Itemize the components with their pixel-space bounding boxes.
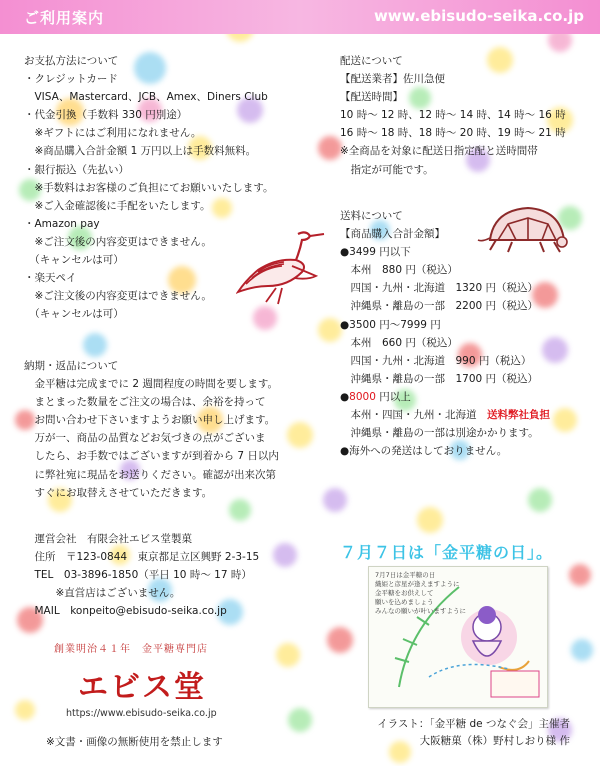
payment-line-7: ※手数料はお客様のご負担にてお願いいたします。 <box>24 181 274 194</box>
tier2-row-honshu: 本州 660 円（税込） <box>340 336 458 349</box>
returns-line-2: まとまった数量をご注文の場合は、余裕を持って <box>24 396 266 409</box>
delivery-line-2: 【配送時間】 <box>340 91 403 104</box>
delivery-line-4: 16 時～ 18 時、18 時～ 20 時、19 時～ 21 時 <box>340 127 566 140</box>
tier2-row-okinawa: 沖縄県・離島の一部 1700 円（税込） <box>340 372 539 385</box>
tier1-title: ●3499 円以下 <box>340 246 411 259</box>
payment-line-6: ・銀行振込（先払い） <box>24 163 129 176</box>
returns-line-1: 金平糖は完成までに 2 週間程度の時間を要します。 <box>24 378 279 391</box>
card-line-4: みんなの願いが叶いますように <box>375 607 466 615</box>
brand-block <box>40 640 250 725</box>
shipping-subheading: 【商品購入合計金額】 <box>340 228 445 241</box>
header-title: ご利用案内 <box>24 9 105 27</box>
payment-line-2: VISA、Mastercard、JCB、Amex、Diners Club <box>24 91 268 104</box>
card-line-2: 金平糖をお供えして <box>375 589 434 597</box>
delivery-section <box>340 52 566 179</box>
returns-line-4: 万が一、商品の品質などお気づきの点がございま <box>24 432 266 445</box>
company-line-4: MAIL konpeito@ebisudo-seika.co.jp <box>24 605 227 618</box>
returns-line-6: に弊社宛に現品をお送りください。確認が出来次第 <box>24 468 276 481</box>
tier2-row-shikoku: 四国・九州・北海道 990 円（税込） <box>340 354 532 367</box>
tier3-amount: 8000 <box>349 390 376 403</box>
shipping-heading: 送料について <box>340 210 403 222</box>
payment-line-11: （キャンセルは可） <box>24 254 124 267</box>
illustration-credit <box>350 716 570 750</box>
tier1-row-okinawa: 沖縄県・離島の一部 2200 円（税込） <box>340 300 539 313</box>
konpeito-day-title: ７月７日は「金平糖の日」。 <box>340 543 554 562</box>
company-line-1: 住所 〒123-0844 東京都足立区興野 2-3-15 <box>24 551 260 564</box>
tier2-title: ●3500 円～7999 円 <box>340 318 441 331</box>
brand-tagline: 創業明治４１年 金平糖専門店 <box>54 644 208 655</box>
payment-line-4: ※ギフトにはご利用になれません。 <box>24 127 202 140</box>
returns-line-3: お問い合わせ下さいますようお願い申し上げます。 <box>24 414 276 427</box>
returns-section <box>24 357 279 502</box>
payment-line-10: ※ご注文後の内容変更はできません。 <box>24 235 212 248</box>
returns-line-5: したら、お手数ではございますが到着から 7 日以内 <box>24 450 279 463</box>
card-heading: 7月7日は金平糖の日 <box>375 571 436 579</box>
tier3-regions: 本州・四国・九州・北海道 <box>340 409 487 422</box>
tier1-row-honshu: 本州 880 円（税込） <box>340 264 458 277</box>
crane-illustration-icon <box>236 226 330 306</box>
payment-line-8: ※ご入金確認後に手配をいたします。 <box>24 199 211 212</box>
card-text <box>375 571 466 616</box>
payment-line-5: ※商品購入合計金額 1 万円以上は手数料無料。 <box>24 145 257 158</box>
tier1-row-shikoku: 四国・九州・北海道 1320 円（税込） <box>340 282 539 295</box>
tier3-row-okinawa: 沖縄県・離島の一部は別途かかります。 <box>340 427 539 440</box>
credit-line-2: 大阪糖菓（株）野村しおり様 作 <box>419 735 570 747</box>
payment-line-3: ・代金引換（手数料 330 円別途） <box>24 109 188 122</box>
delivery-line-3: 10 時～ 12 時、12 時～ 14 時、14 時～ 16 時 <box>340 109 566 122</box>
tier3-row-main <box>340 406 550 424</box>
tier3-title <box>340 388 550 406</box>
brand-logo: エビス堂 <box>78 670 206 705</box>
header-url[interactable]: www.ebisudo-seika.co.jp <box>373 7 584 25</box>
overseas-note: ●海外への発送はしておりません。 <box>340 445 508 458</box>
tier3-free-shipping: 送料弊社負担 <box>487 409 550 422</box>
delivery-line-0: 配送について <box>340 55 403 67</box>
payment-line-9: ・Amazon pay <box>24 217 100 230</box>
payment-line-12: ・楽天ペイ <box>24 272 77 285</box>
company-line-2: TEL 03-3896-1850（平日 10 時～ 17 時） <box>24 569 252 582</box>
tier3-suffix: 円以上 <box>375 390 411 403</box>
header-bar <box>0 0 600 34</box>
tier3-bullet: ● <box>340 390 350 403</box>
company-line-3: ※直営店はございません。 <box>24 587 181 600</box>
card-line-3: 願いを込めましょう <box>375 598 434 606</box>
delivery-line-5: ※全商品を対象に配送日指定配と送時間帯 <box>340 145 538 158</box>
usage-notice: ※文書・画像の無断使用を禁止します <box>46 736 223 748</box>
returns-line-0: 納期・返品について <box>24 360 119 372</box>
delivery-line-1: 【配送業者】佐川急便 <box>340 73 445 86</box>
delivery-line-6: 指定が可能です。 <box>340 163 434 176</box>
company-section <box>24 530 259 620</box>
returns-line-7: すぐにお取替えさせていただきます。 <box>24 486 213 499</box>
payment-line-0: お支払方法について <box>24 55 119 67</box>
card-line-1: 織姫と彦星が逢えますように <box>375 580 460 588</box>
payment-line-14: （キャンセルは可） <box>24 308 124 321</box>
payment-line-1: ・クレジットカード <box>24 73 118 86</box>
tanabata-illustration <box>368 566 548 708</box>
payment-line-13: ※ご注文後の内容変更はできません。 <box>24 290 212 303</box>
shipping-section <box>340 207 550 460</box>
credit-line-1: イラスト：「金平糖 de つなぐ会」主催者 <box>377 718 570 730</box>
company-line-0: 運営会社 有限会社エビス堂製菓 <box>24 533 192 545</box>
brand-site-url[interactable]: https://www.ebisudo-seika.co.jp <box>66 708 217 719</box>
